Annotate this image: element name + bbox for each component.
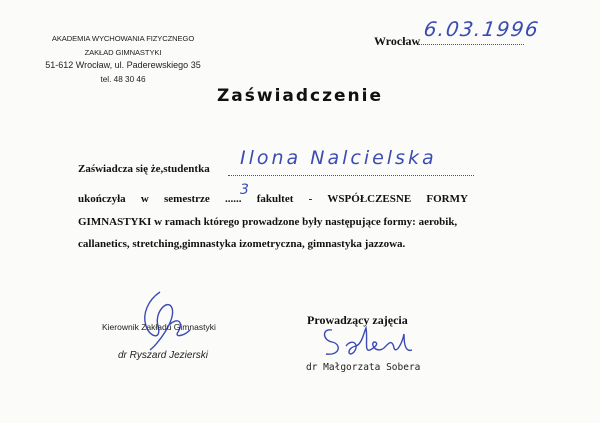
right-signatory-title: Prowadzący zajęcia	[307, 313, 408, 327]
place-label: Wrocław	[374, 34, 421, 48]
document-title: Zaświadczenie	[216, 86, 384, 106]
word: w	[140, 193, 149, 205]
body-line-2	[78, 193, 468, 205]
word: fakultet	[256, 193, 294, 205]
stamp-line-department: ZAKŁAD GIMNASTYKI	[84, 47, 162, 57]
handwritten-semester: 3	[240, 182, 251, 198]
word: semestrze	[164, 193, 210, 205]
date-dotted-line	[418, 44, 524, 45]
word: WSPÓŁCZESNE	[327, 193, 412, 205]
left-signatory-name: dr Ryszard Jezierski	[118, 350, 209, 361]
right-signatory-name: dr Małgorzata Sobera	[306, 362, 421, 373]
word: FORMY	[426, 193, 468, 205]
stamp-line-address: 51-612 Wrocław, ul. Paderewskiego 35	[45, 60, 201, 70]
stamp-line-phone: tel. 48 30 46	[100, 74, 146, 84]
semester-dots: ......	[225, 193, 242, 205]
body-line-4: callanetics, stretching,gimnastyka izometryczna, gimnastyka jazzowa.	[78, 238, 406, 250]
institution-stamp	[28, 32, 218, 86]
stamp-line-academy: AKADEMIA WYCHOWANIA FIZYCZNEGO	[51, 34, 195, 43]
handwritten-student-name: Ilona Nalcielska	[240, 147, 437, 169]
word: ukończyła	[78, 193, 126, 205]
left-signatory-title: Kierownik Zakładu Gimnastyki	[102, 322, 216, 332]
signature-right-scribble	[318, 320, 418, 364]
body-line-3: GIMNASTYKI w ramach którego prowadzone były następujące formy: aerobik,	[78, 216, 458, 228]
handwritten-date: 6.03.1996	[422, 17, 541, 41]
signature-left-scribble	[128, 286, 198, 356]
name-dotted-line	[228, 175, 474, 176]
body-line-1: Zaświadcza się że,studentka	[78, 163, 210, 175]
word: -	[308, 193, 313, 205]
